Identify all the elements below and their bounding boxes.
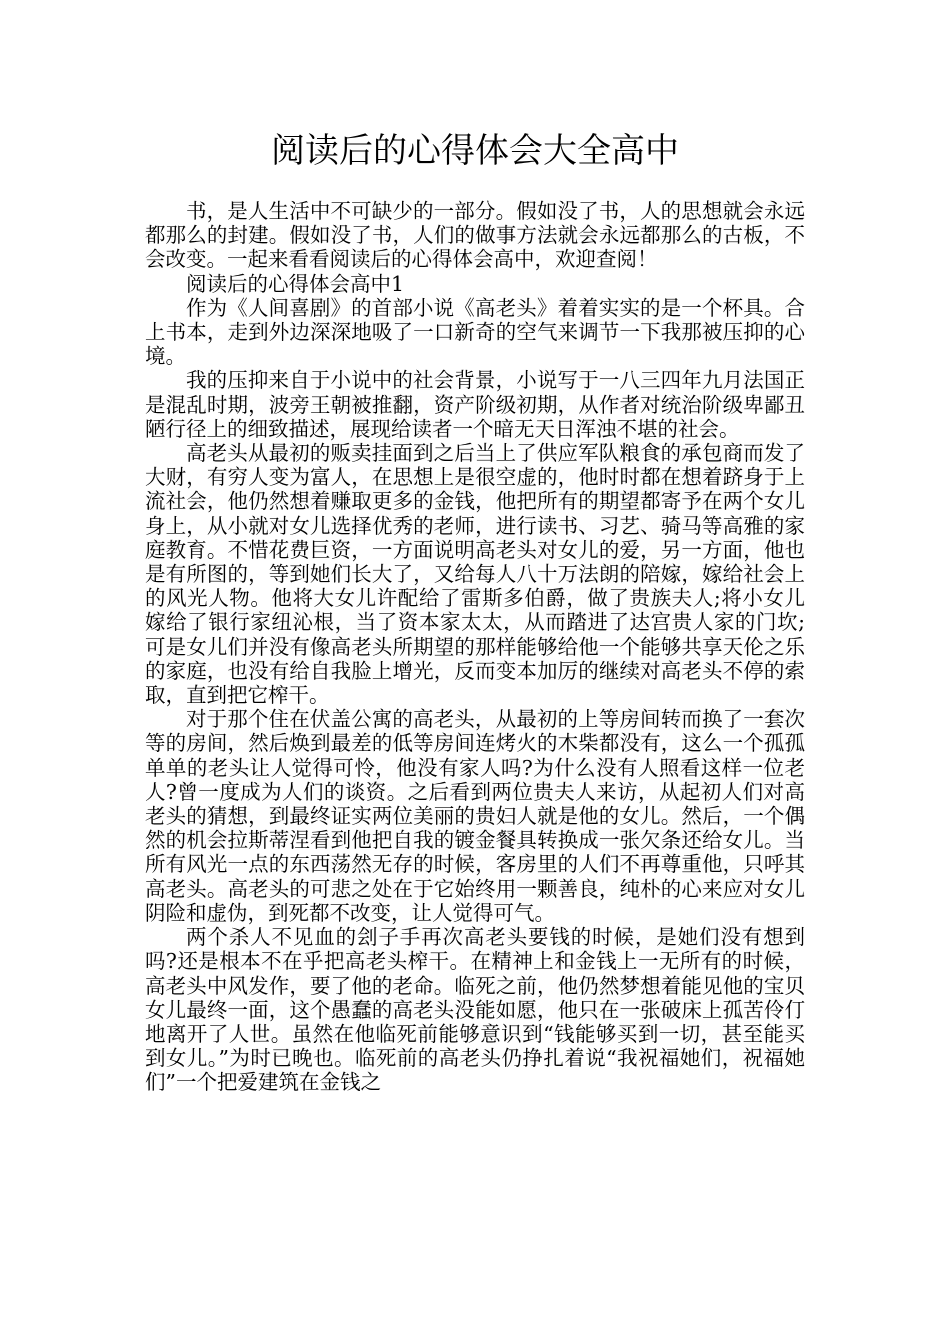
paragraph: 对于那个住在伏盖公寓的高老头，从最初的上等房间转而换了一套次等的房间，然后焕到最差的低等房间连烤火的木柴都没有，这么一个孤孤单单的老头让人觉得可怜，他没有家人吗?为什么没有人照看这样一位老人?曾一度成为人们的谈资。之后看到两位贵夫人来访，从起初人们对高老头的猜想，到最终证实两位美丽的贵妇人就是他的女儿。然后，一个偶然的机会拉斯蒂涅看到他把自我的镀金餐具转换成一张欠条还给女儿。当所有风光一点的东西荡然无存的时候，客房里的人们不再尊重他，只呼其高老头。高老头的可悲之处在于它始终用一颗善良，纯朴的心来应对女儿阴险和虚伪，到死都不改变，让人觉得可气。 <box>145 707 805 925</box>
paragraph: 作为《人间喜剧》的首部小说《高老头》着着实实的是一个杯具。合上书本，走到外边深深地吸了一口新奇的空气来调节一下我那被压抑的心境。 <box>145 295 805 369</box>
paragraph: 两个杀人不见血的刽子手再次高老头要钱的时候，是她们没有想到吗?还是根本不在乎把高老头榨干。在精神上和金钱上一无所有的时候，高老头中风发作，要了他的老命。临死之前，他仍然梦想着能见他的宝贝女儿最终一面，这个愚蠢的高老头没能如愿，他只在一张破床上孤苦伶仃地离开了人世。虽然在他临死前能够意识到“钱能够买到一切，甚至能买到女儿。”为时已晚也。临死前的高老头仍挣扎着说“我祝福她们，祝福她们”一个把爱建筑在金钱之 <box>145 925 805 1095</box>
paragraph: 高老头从最初的贩卖挂面到之后当上了供应军队粮食的承包商而发了大财，有穷人变为富人，在思想上是很空虚的，他时时都在想着跻身于上流社会，他仍然想着赚取更多的金钱，他把所有的期望都寄予在两个女儿身上，从小就对女儿选择优秀的老师，进行读书、习艺、骑马等高雅的家庭教育。不惜花费巨资，一方面说明高老头对女儿的爱，另一方面，他也是有所图的，等到她们长大了，又给每人八十万法朗的陪嫁，嫁给社会上的风光人物。他将大女儿许配给了雷斯多伯爵，做了贵族夫人;将小女儿嫁给了银行家纽沁根，当了资本家太太，从而踏进了达宫贵人家的门坎;可是女儿们并没有像高老头所期望的那样能够给他一个能够共享天伦之乐的家庭，也没有给自我脸上增光，反而变本加厉的继续对高老头不停的索取，直到把它榨干。 <box>145 441 805 708</box>
document-body <box>145 199 805 1095</box>
document-title: 阅读后的心得体会大全高中 <box>271 131 679 171</box>
paragraph: 我的压抑来自于小说中的社会背景，小说写于一八三四年九月法国正是混乱时期，波旁王朝被推翻，资产阶级初期，从作者对统治阶级卑鄙丑陋行径上的细致描述，展现给读者一个暗无天日浑浊不堪的社会。 <box>145 368 805 441</box>
section-heading: 阅读后的心得体会高中1 <box>186 271 405 296</box>
paragraph-intro: 书，是人生活中不可缺少的一部分。假如没了书，人的思想就会永远都那么的封建。假如没了书，人们的做事方法就会永远都那么的古板，不会改变。一起来看看阅读后的心得体会高中，欢迎查阅！ <box>145 199 805 272</box>
